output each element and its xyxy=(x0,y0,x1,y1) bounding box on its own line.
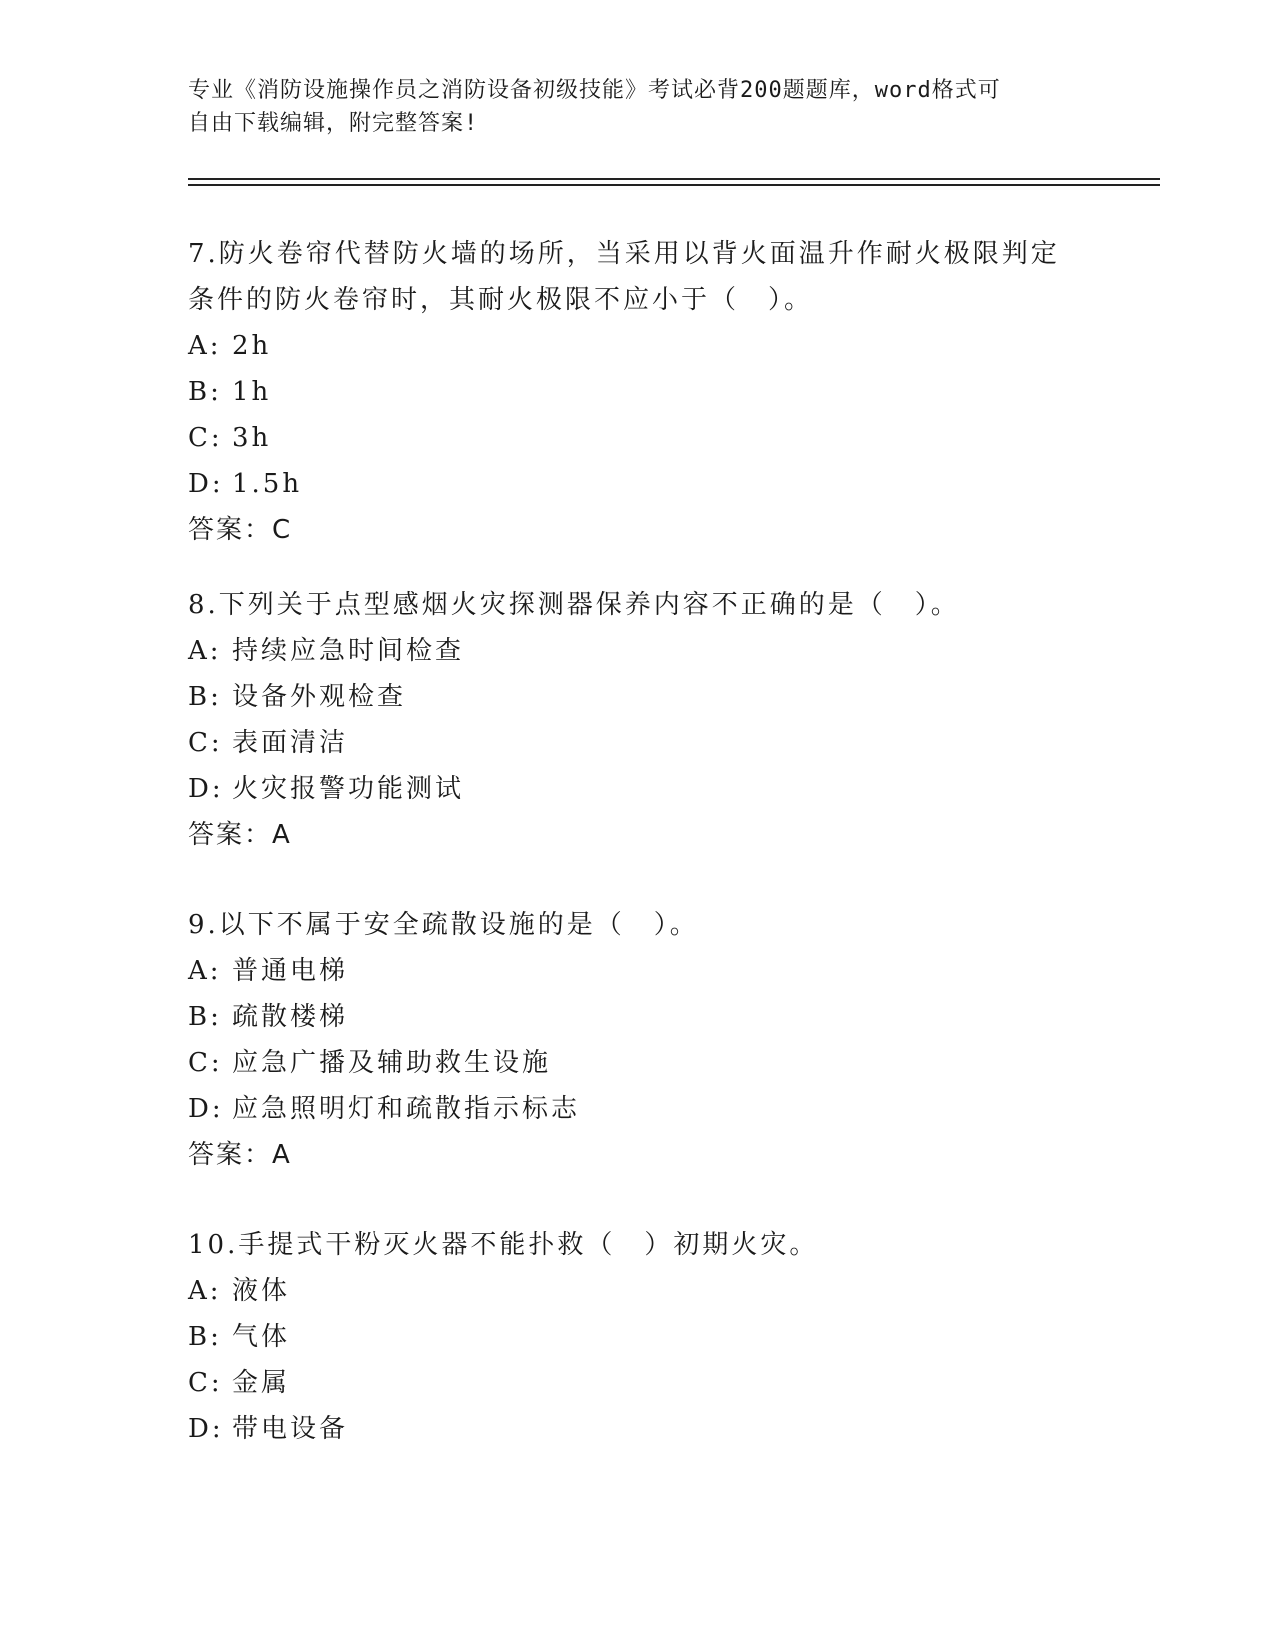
question-stem: 10.手提式干粉灭火器不能扑救（ ）初期火灾。 xyxy=(188,1230,819,1260)
option-letter: B: xyxy=(188,1002,222,1032)
question-stem: 条件的防火卷帘时，其耐火极限不应小于（ ）。 xyxy=(188,285,814,315)
option-b xyxy=(188,994,1088,1040)
document-header xyxy=(188,74,1088,140)
option-letter: A: xyxy=(188,331,222,361)
question-7 xyxy=(188,231,1088,553)
question-9 xyxy=(188,902,1088,1178)
option-c xyxy=(188,1360,1088,1406)
option-d xyxy=(188,1406,1088,1452)
option-letter: C: xyxy=(188,1368,223,1398)
option-a xyxy=(188,628,1088,674)
option-letter: B: xyxy=(188,682,222,712)
option-text: 液体 xyxy=(232,1276,291,1306)
header-divider-top xyxy=(188,178,1160,180)
header-line-2: 自由下载编辑，附完整答案! xyxy=(188,111,479,136)
option-text: 金属 xyxy=(232,1368,291,1398)
option-letter: B: xyxy=(188,1322,222,1352)
option-a xyxy=(188,323,1088,369)
option-d xyxy=(188,461,1088,507)
option-letter: A: xyxy=(188,636,222,666)
option-text: 应急广播及辅助救生设施 xyxy=(232,1048,552,1078)
option-letter: D: xyxy=(188,774,224,804)
option-d xyxy=(188,766,1088,812)
option-text: 应急照明灯和疏散指示标志 xyxy=(232,1094,581,1124)
option-b xyxy=(188,674,1088,720)
option-a xyxy=(188,948,1088,994)
option-letter: D: xyxy=(188,1414,224,1444)
option-b xyxy=(188,369,1088,415)
question-stem: 9.以下不属于安全疏散设施的是（ ）。 xyxy=(188,910,699,940)
option-text: 疏散楼梯 xyxy=(232,1002,349,1032)
option-text: 持续应急时间检查 xyxy=(232,636,465,666)
option-text: 气体 xyxy=(232,1322,291,1352)
option-text: 普通电梯 xyxy=(232,956,349,986)
option-a xyxy=(188,1268,1088,1314)
option-letter: D: xyxy=(188,1094,224,1124)
option-text: 设备外观检查 xyxy=(232,682,407,712)
option-letter: A: xyxy=(188,1276,222,1306)
option-d xyxy=(188,1086,1088,1132)
answer: 答案：C xyxy=(188,515,293,545)
question-10 xyxy=(188,1222,1088,1452)
question-stem: 7.防火卷帘代替防火墙的场所，当采用以背火面温升作耐火极限判定 xyxy=(188,239,1060,269)
answer: 答案：A xyxy=(188,1140,292,1170)
option-letter: A: xyxy=(188,956,222,986)
question-stem: 8.下列关于点型感烟火灾探测器保养内容不正确的是（ ）。 xyxy=(188,590,960,620)
option-text: 1h xyxy=(232,377,272,407)
header-line-1: 专业《消防设施操作员之消防设备初级技能》考试必背200题题库，word格式可 xyxy=(188,78,1001,103)
option-letter: C: xyxy=(188,423,223,453)
option-c xyxy=(188,415,1088,461)
option-text: 1.5h xyxy=(232,469,303,499)
option-text: 2h xyxy=(232,331,272,361)
option-c xyxy=(188,1040,1088,1086)
option-b xyxy=(188,1314,1088,1360)
header-divider-bottom xyxy=(188,184,1160,186)
option-letter: C: xyxy=(188,1048,223,1078)
option-text: 火灾报警功能测试 xyxy=(232,774,465,804)
option-text: 3h xyxy=(232,423,272,453)
option-text: 表面清洁 xyxy=(232,728,349,758)
option-letter: D: xyxy=(188,469,224,499)
option-letter: C: xyxy=(188,728,223,758)
question-8 xyxy=(188,582,1088,858)
answer: 答案：A xyxy=(188,820,292,850)
option-c xyxy=(188,720,1088,766)
option-letter: B: xyxy=(188,377,222,407)
option-text: 带电设备 xyxy=(232,1414,349,1444)
